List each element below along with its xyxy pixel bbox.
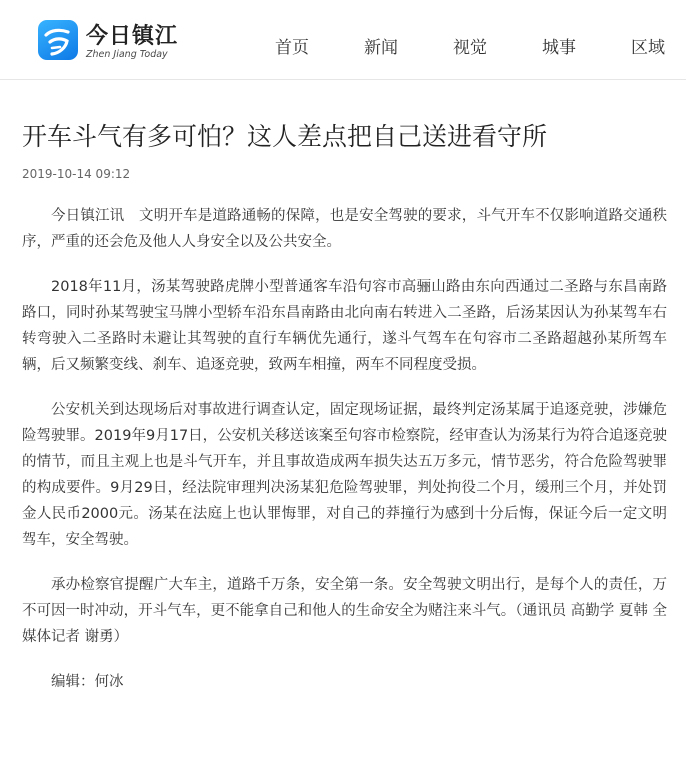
nav-item-news[interactable]: 新闻 xyxy=(364,38,398,58)
article xyxy=(22,79,667,695)
nav-item-vision[interactable]: 视觉 xyxy=(453,38,487,58)
site-header xyxy=(0,0,686,80)
site-name-cn: 今日镇江 xyxy=(86,24,179,49)
article-date: 2019-10-14 09:12 xyxy=(22,167,131,181)
site-name-en: Zhen Jiang Today xyxy=(86,49,168,60)
nav-item-city[interactable]: 城事 xyxy=(542,38,576,58)
article-paragraph: 今日镇江讯 文明开车是道路通畅的保障，也是安全驾驶的要求，斗气开车不仅影响道路交通秩序，严重的还会危及他人人身安全以及公共安全。 xyxy=(22,208,667,250)
nav-item-region[interactable]: 区域 xyxy=(631,38,665,58)
article-editor: 编辑：何冰 xyxy=(51,674,124,690)
main-nav xyxy=(0,33,686,57)
article-body xyxy=(22,203,667,695)
nav-item-home[interactable]: 首页 xyxy=(275,38,309,58)
article-paragraph: 公安机关到达现场后对事故进行调查认定，固定现场证据，最终判定汤某属于追逐竞驶，涉嫌危险驾驶罪。2019年9月17日，公安机关移送该案至句容市检察院，经审查认为汤某行为符合追逐竞驶的情节，而且主观上也是斗气开车，并且事故造成两车损失达五万多元，情节恶劣，符合危险驾驶罪的构成要件。9月29日，经法院审理判决汤某犯危险驾驶罪，判处拘役二个月，缓刑三个月，并处罚金人民币2000元。汤某在法庭上也认罪悔罪，对自己的莽撞行为感到十分后悔，保证今后一定文明驾车，安全驾驶。 xyxy=(22,402,667,548)
article-paragraph: 承办检察官提醒广大车主，道路千万条，安全第一条。安全驾驶文明出行，是每个人的责任，万不可因一时冲动，开斗气车，更不能拿自己和他人的生命安全为赌注来斗气。（通讯员 高勤学 夏韩 全媒体记者 谢勇） xyxy=(22,577,667,645)
article-title: 开车斗气有多可怕？这人差点把自己送进看守所 xyxy=(22,122,548,151)
article-paragraph: 2018年11月，汤某驾驶路虎牌小型普通客车沿句容市高骊山路由东向西通过二圣路与东昌南路路口，同时孙某驾驶宝马牌小型轿车沿东昌南路由北向南右转进入二圣路，后汤某因认为孙某驾车右转弯驶入二圣路时未避让其驾驶的直行车辆优先通行，遂斗气驾车在句容市二圣路超越孙某所驾车辆，后又频繁变线、刹车、追逐竞驶，致两车相撞，两车不同程度受损。 xyxy=(22,279,667,373)
